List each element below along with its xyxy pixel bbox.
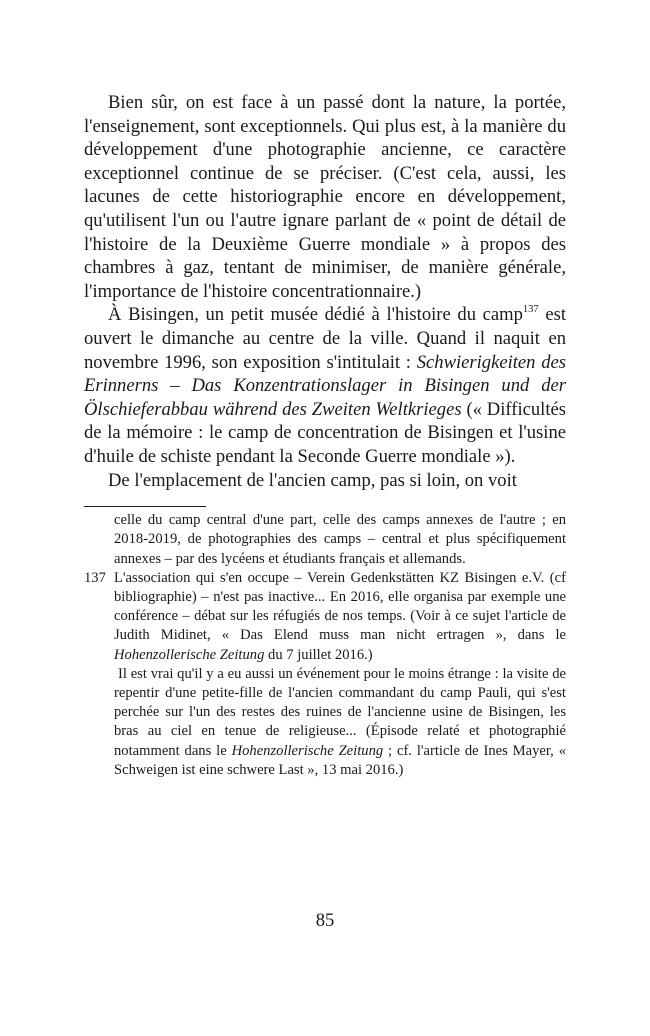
footnote-separator [84, 506, 206, 507]
footnote-137-para-2 [114, 665, 566, 780]
footnote-number: 137 [84, 569, 106, 586]
paragraph-2-text-a: À Bisingen, un petit musée dédié à l'histoire du camp [108, 304, 523, 326]
footnote-137-para-1 [114, 569, 566, 665]
footnote-137-text-b: Il est vrai qu'il y a eu aussi un événement pour le moins étrange : la visite de repentir d'une petite-fille de l'ancien commandant du camp Pauli, qui s'est perchée sur l'un des restes des ruines de l'ancienne usine de Bisingen, les bras au ciel en tenue de religieuse... (Épisode relaté et photographié notamment dans le [114, 665, 566, 759]
paragraph-2-text-b: est ouvert le dimanche au centre de la ville. Quand il naquit en novembre 1996, son exposition s'intitulait : [84, 304, 566, 373]
footnote-continued [84, 511, 566, 569]
exhibition-title: Schwierigkeiten des Erinnerns – Das Konzentrationslager in Bisingen und der Ölschieferabbau während des Zweiten Weltkrieges [84, 351, 567, 420]
page-content [84, 91, 566, 780]
newspaper-title: Hohenzollerische Zeitung [114, 646, 265, 663]
footnote-137-text-b-end: ; cf. l'article de Ines Mayer, « Schweigen ist eine schwere Last », 13 mai 2016.) [114, 742, 566, 778]
paragraph-1: Bien sûr, on est face à un passé dont la nature, la portée, l'enseignement, sont exceptionnels. Qui plus est, à la manière du développement d'une photographie ancienne, ce caractère exceptionnel continue de se préciser. (C'est cela, aussi, les lacunes de cette historiographie encore en développement, qu'utilisent l'un ou l'autre ignare parlant de « point de détail de l'histoire de la Deuxième Guerre mondiale » à propos des chambres à gaz, tentant de minimiser, de manière générale, l'importance de l'histoire concentrationnaire.) [84, 92, 566, 302]
page-number: 85 [315, 910, 335, 931]
footnote-continued-text: celle du camp central d'une part, celle des camps annexes de l'autre ; en 2018-2019, de photographies des camps – central et plus spécifiquement annexes – par des lycéens et étudiants français et allemands. [114, 512, 566, 567]
footnotes [84, 511, 566, 780]
footnote-137-text-a: L'association qui s'en occupe – Verein Gedenkstätten KZ Bisingen e.V. (cf bibliographie) – n'est pas inactive... En 2016, elle organisa par exemple une conférence – débat sur les réfugiés de nos temps. (Voir à ce sujet l'article de Judith Midinet, « Das Elend muss man nicht ertragen », dans le [114, 569, 566, 644]
body-text [84, 91, 566, 492]
newspaper-title: Hohenzollerische Zeitung [231, 742, 384, 759]
footnote-137 [84, 569, 566, 780]
paragraph-2 [84, 303, 566, 468]
footnote-ref-137[interactable]: 137 [522, 304, 539, 316]
paragraph-2-text-c: (« Difficultés de la mémoire : le camp de concentration de Bisingen et l'usine d'huile de schiste pendant la Seconde Guerre mondiale »). [84, 398, 566, 467]
paragraph-3: De l'emplacement de l'ancien camp, pas si loin, on voit [108, 469, 517, 491]
footnote-137-text-a-end: du 7 juillet 2016.) [264, 646, 373, 663]
